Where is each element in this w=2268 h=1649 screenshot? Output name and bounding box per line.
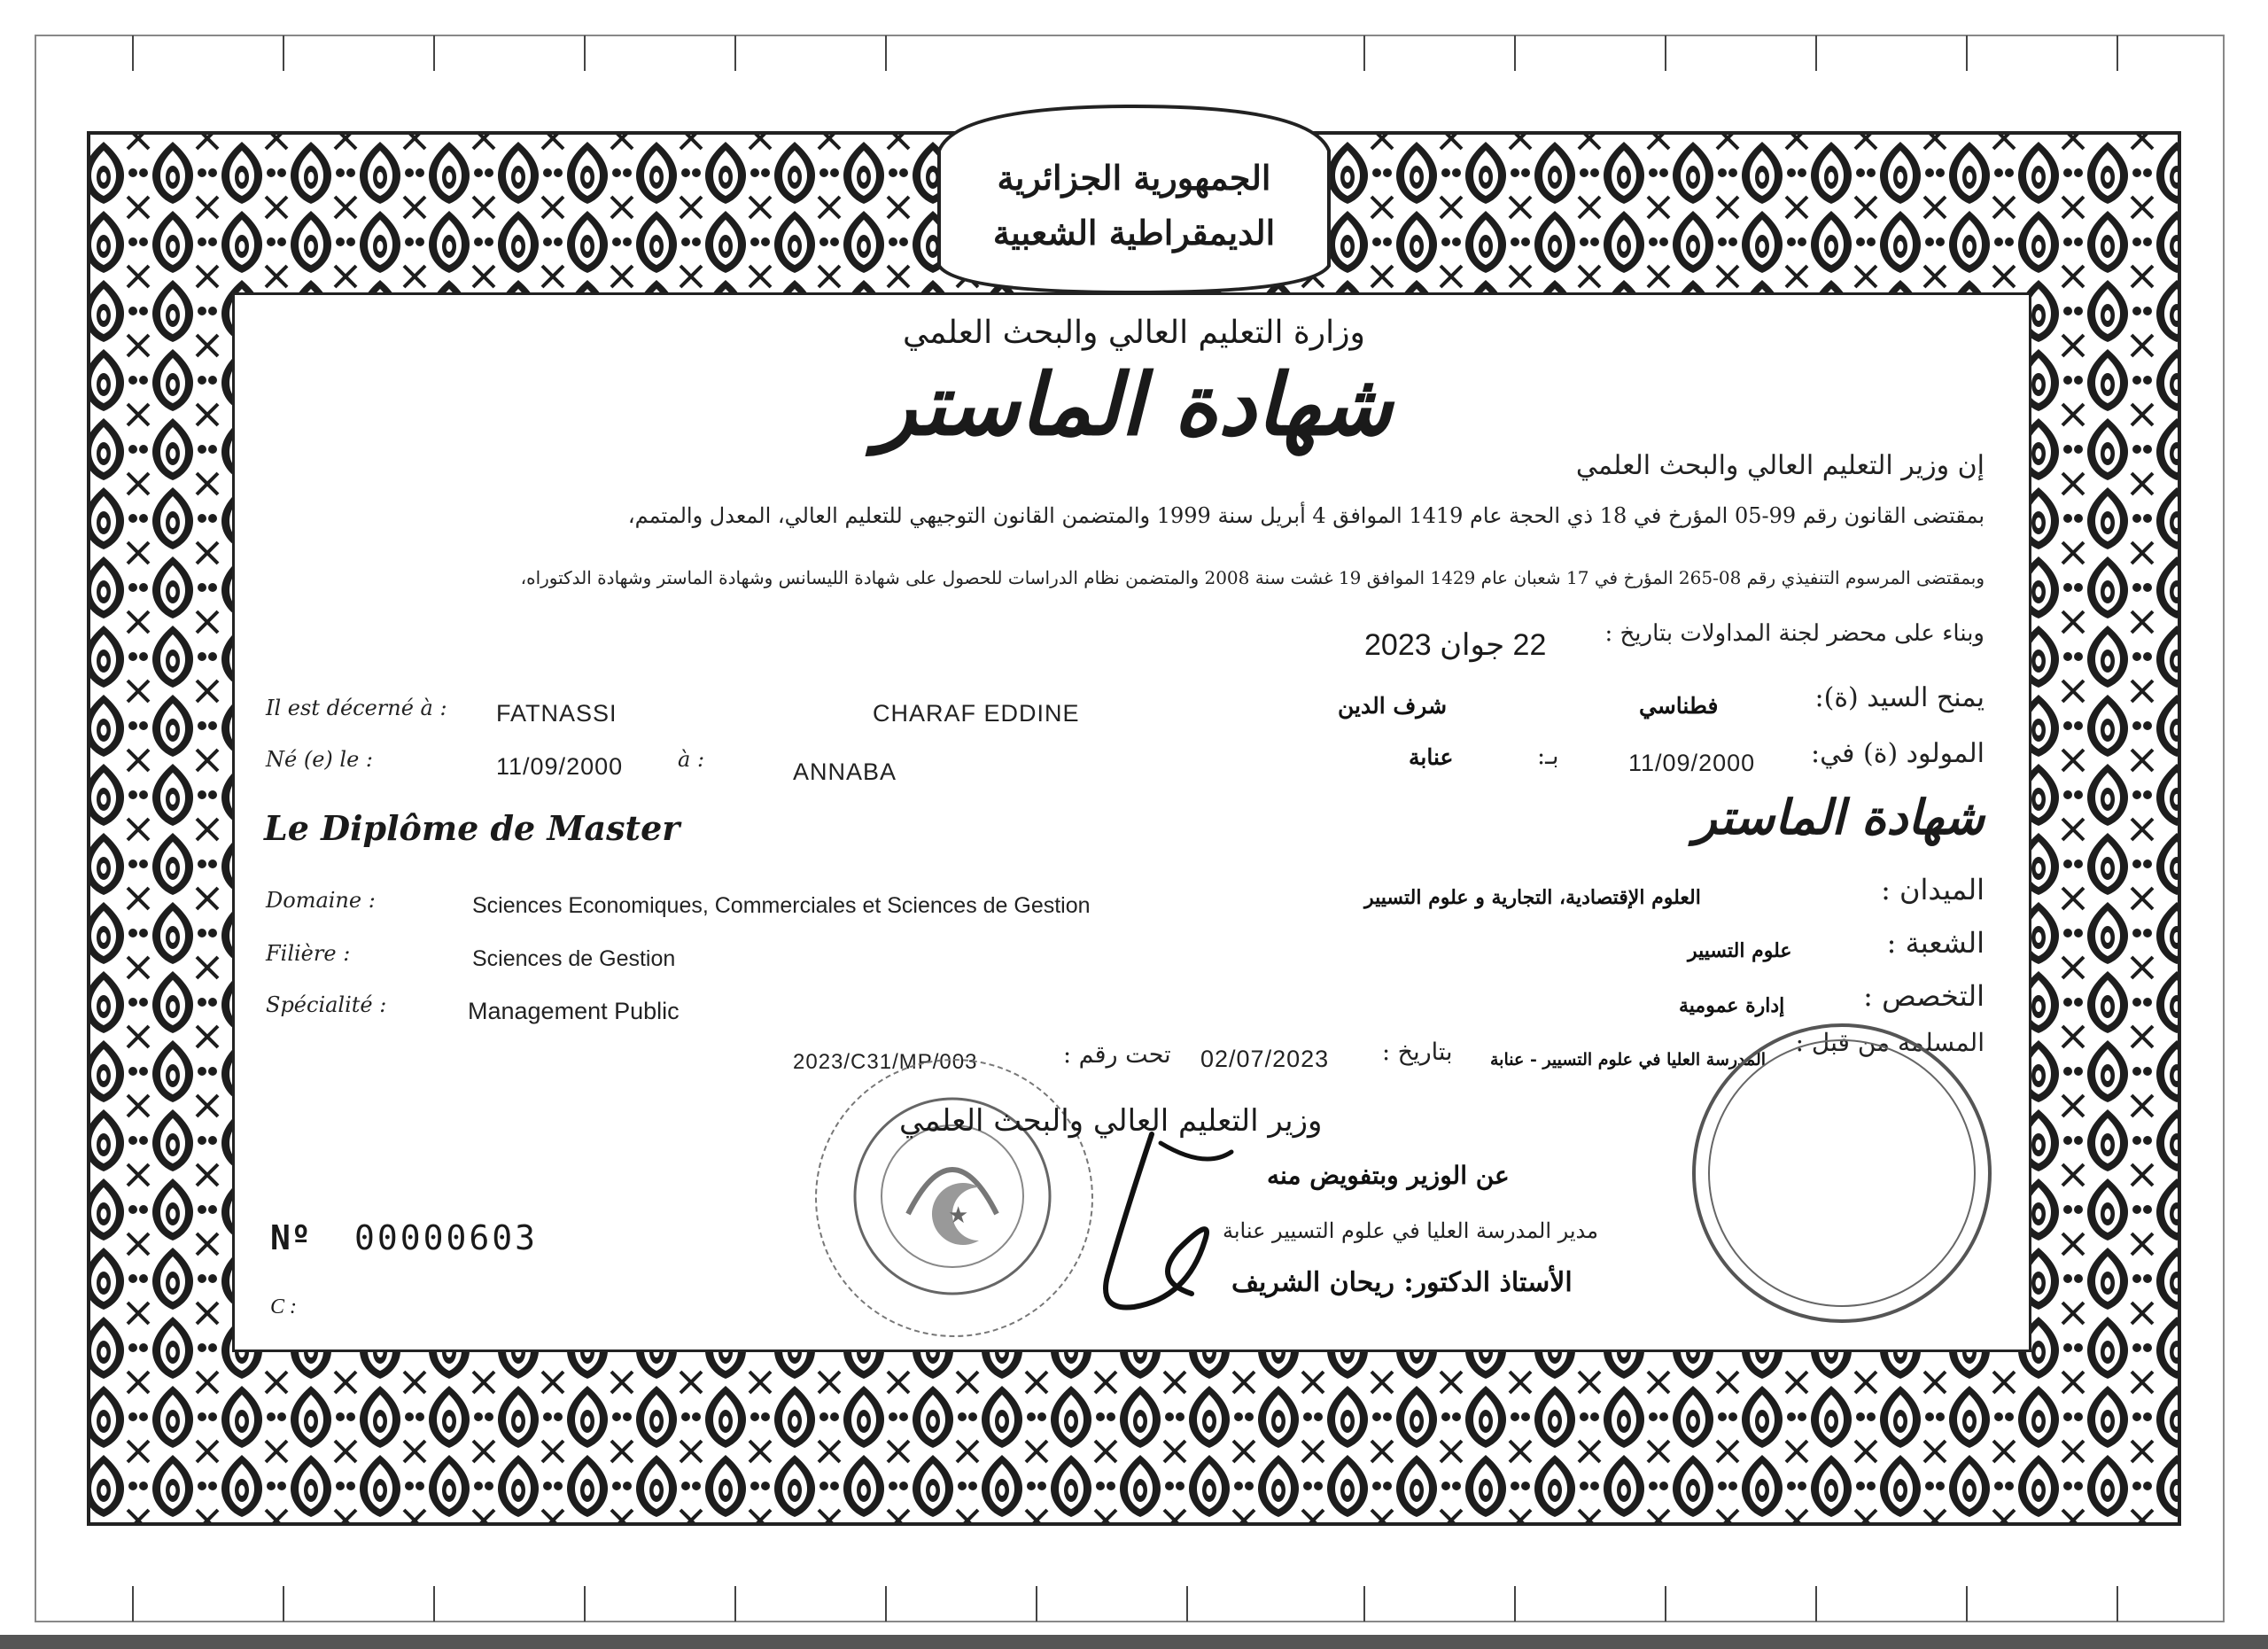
birth-date-ar: 11/09/2000 xyxy=(1628,750,1756,776)
minister-line: وزير التعليم العالي والبحث العلمي xyxy=(899,1103,1323,1139)
specialty-ar: إدارة عمومية xyxy=(1679,994,1785,1017)
issue-date: 02/07/2023 xyxy=(1200,1046,1330,1072)
deliberation-date: 22 جوان 2023 xyxy=(1364,628,1547,662)
field-fr: Sciences de Gestion xyxy=(472,946,676,971)
republic-line-1: الجمهورية الجزائرية xyxy=(997,158,1271,198)
birth-date-fr: 11/09/2000 xyxy=(496,753,624,780)
scanner-edge xyxy=(0,1635,2268,1649)
diploma-title-fr: Le Diplôme de Master xyxy=(264,808,680,848)
diploma-title-ar: شهادة الماستر xyxy=(1693,789,1984,845)
born-label-fr: Né (e) le : xyxy=(266,747,373,772)
institution-round-stamp xyxy=(1692,1023,1992,1323)
delegate-line-1: عن الوزير وبتفويض منه xyxy=(1267,1161,1510,1190)
last-name-ar: فطناسي xyxy=(1639,693,1719,719)
born-label-ar: المولود (ة) في: xyxy=(1811,738,1984,769)
institution-label-ar: المسلمة من قبل : xyxy=(1795,1028,1984,1057)
domain-fr: Sciences Economiques, Commerciales et Sciences de Gestion xyxy=(472,893,1091,918)
field-label-fr: Filière : xyxy=(266,941,351,966)
svg-text:★: ★ xyxy=(948,1202,969,1229)
date-label-ar: بتاريخ : xyxy=(1382,1038,1453,1066)
first-name-fr: CHARAF EDDINE xyxy=(873,700,1080,727)
serial-prefix: Nº xyxy=(270,1218,311,1257)
field-label-ar: الشعبة : xyxy=(1886,926,1984,960)
ministry-line: وزارة التعليم العالي والبحث العلمي xyxy=(903,315,1365,351)
at-label-fr: à : xyxy=(678,747,705,772)
preamble-line-3: وبمقتضى المرسوم التنفيذي رقم 08-265 المؤرخ في 17 شعبان عام 1429 الموافق 19 غشت سنة 2008 والمتضمن نظام الدراسات للحصول على شهادة الليسانس وشهادة الماستر وشهادة الدكتوراه، xyxy=(520,567,1984,588)
last-name-fr: FATNASSI xyxy=(496,700,617,727)
domain-ar: العلوم الإقتصادية، التجارية و علوم التسيير xyxy=(1364,886,1701,909)
domain-label-ar: الميدان : xyxy=(1881,873,1984,906)
delegate-line-2: مدير المدرسة العليا في علوم التسيير عنابة xyxy=(1223,1218,1599,1243)
birth-place-ar: عنابة xyxy=(1409,744,1454,770)
reg-label-ar: تحت رقم : xyxy=(1063,1041,1171,1069)
domain-label-fr: Domaine : xyxy=(266,888,376,913)
first-name-ar: شرف الدين xyxy=(1338,693,1448,719)
awarded-label-ar: يمنح السيد (ة): xyxy=(1814,682,1984,713)
birth-place-fr: ANNABA xyxy=(793,758,897,785)
c-label: C : xyxy=(270,1295,297,1318)
title-ar: شهادة الماستر xyxy=(875,354,1393,455)
republic-line-2: الديمقراطية الشعبية xyxy=(992,213,1276,253)
preamble-line-1: إن وزير التعليم العالي والبحث العلمي xyxy=(1575,450,1984,481)
at-label-ar: بـ: xyxy=(1537,743,1559,770)
awarded-label-fr: Il est décerné à : xyxy=(266,696,447,720)
specialty-label-fr: Spécialité : xyxy=(266,992,387,1017)
specialty-label-ar: التخصص : xyxy=(1863,979,1984,1013)
institution-ar: المدرسة العليا في علوم التسيير - عنابة xyxy=(1490,1050,1767,1070)
reg-number: 2023/C31/MP/003 xyxy=(793,1050,978,1074)
preamble-line-2: بمقتضى القانون رقم 99-05 المؤرخ في 18 ذي الحجة عام 1419 الموافق 4 أبريل سنة 1999 والمتضمن القانون التوجيهي للتعليم العالي، المعدل والمتمم، xyxy=(627,503,1984,528)
specialty-fr: Management Public xyxy=(468,998,680,1024)
handwritten-signature xyxy=(1072,1116,1267,1338)
field-ar: علوم التسيير xyxy=(1688,939,1792,962)
signer-name: الأستاذ الدكتور: ريحان الشريف xyxy=(1231,1267,1573,1298)
preamble-line-4: وبناء على محضر لجنة المداولات بتاريخ : xyxy=(1604,620,1984,647)
serial-number: 00000603 xyxy=(354,1218,539,1257)
